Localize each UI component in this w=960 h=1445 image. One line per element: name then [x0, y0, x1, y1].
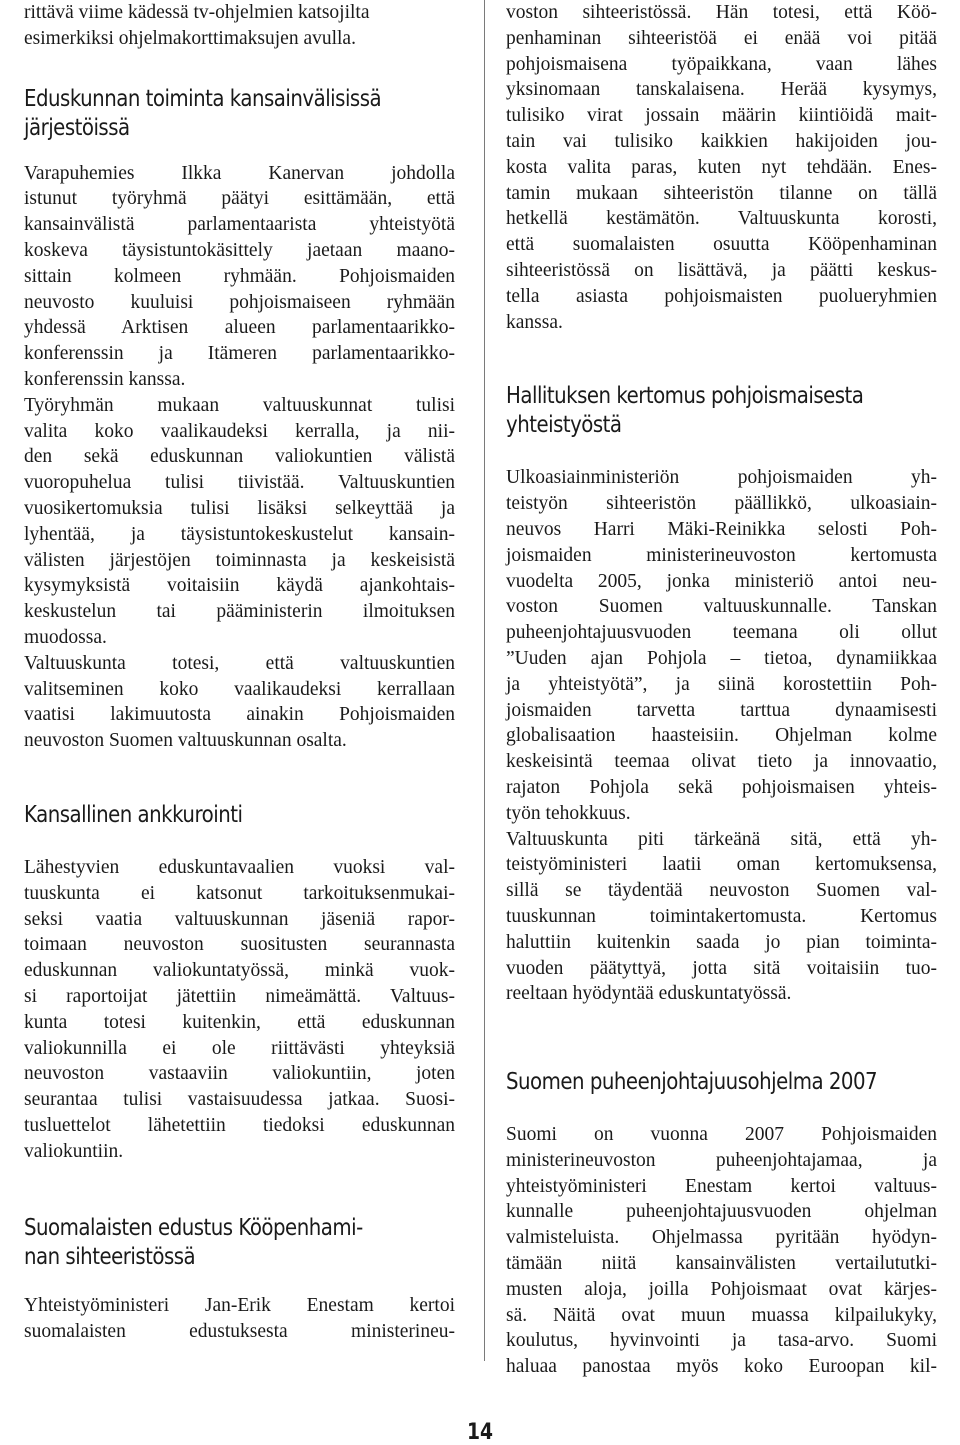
- text-line: ”Uuden ajan Pohjola – tietoa, dynamiikkaa: [506, 647, 937, 669]
- heading-line: järjestöissä: [24, 114, 130, 141]
- text-line: tusluettelot lähetettiin tiedoksi eduskunnan: [24, 1114, 455, 1136]
- text-line: työn tehokkuus.: [506, 802, 631, 824]
- heading-line: Hallituksen kertomus pohjoismaisesta: [506, 383, 864, 410]
- text-line: Valtuuskunta piti tärkeänä sitä, että yh-: [506, 828, 937, 850]
- text-line: valmisteluista. Ohjelmassa pyritään hyödyn-: [506, 1227, 937, 1249]
- text-line: joismaiden ministerineuvoston kertomusta: [506, 544, 937, 566]
- text-line: Yhteistyöministeri Jan-Erik Enestam kertoi: [24, 1295, 455, 1317]
- text-line: teistyön sihteeristön päällikkö, ulkoasiain-: [506, 493, 937, 515]
- section-hallituksen-kertomus-text: [506, 465, 937, 1007]
- text-line: sihteeristössä on lisättävä, ja päätti keskus-: [506, 259, 937, 281]
- text-line: toimaan neuvoston suositusten seurannasta: [24, 934, 455, 956]
- text-line: neuvoston vastaaviin valiokuntiin, joten: [24, 1063, 455, 1085]
- text-line: rittävä viime kädessä tv-ohjelmien katsojilta: [24, 2, 370, 23]
- text-line: kunnalle puheenjohtajuusvuoden ohjelman: [506, 1201, 937, 1223]
- text-line: ja yhteistyötä”, ja siinä korostettiin Poh-: [506, 673, 937, 695]
- text-line: penhaminan sihteeristöä ei enää voi pitää: [506, 27, 937, 49]
- left-intro-text: [24, 0, 455, 52]
- heading-puheenjohtajuusohjelma: [506, 1068, 937, 1097]
- text-line: yhdessä Arktisen alueen parlamentaarikko-: [24, 317, 455, 339]
- text-line: Suomi on vuonna 2007 Pohjoismaiden: [506, 1124, 937, 1146]
- text-line: neuvosto kuuluisi pohjoismaiseen ryhmään: [24, 291, 455, 313]
- heading-line: Suomen puheenjohtajuusohjelma 2007: [506, 1069, 878, 1096]
- text-line: yksinomaan tanskalaisena. Herää kysymys,: [506, 79, 937, 101]
- heading-kansallinen-ankkurointi: [24, 801, 455, 830]
- text-line: tamin mukaan sihteeristön tilanne on tällä: [506, 182, 937, 204]
- text-line: tulisiko virat jossain määrin kiintiöidä mait-: [506, 105, 937, 127]
- text-line: kansainvälistä parlamentaarista yhteistyötä: [24, 214, 455, 236]
- text-line: haluttiin kuitenkin saada jo pian toiminta-: [506, 931, 937, 953]
- text-line: teistyöministeri laatii oman kertomuksensa,: [506, 854, 937, 876]
- section-kansallinen-ankkurointi-text: [24, 855, 455, 1165]
- text-line: keskustelun tai pääministerin ilmoituksen: [24, 601, 455, 623]
- text-line: Lähestyvien eduskuntavaalien vuoksi val-: [24, 856, 455, 878]
- text-line: musten aloja, joilla Pohjoismaat ovat kärjes-: [506, 1278, 937, 1300]
- text-line: seurantaa tulisi vastaisuudessa jatkaa. Suosi-: [24, 1089, 455, 1111]
- text-line: neuvos Harri Mäki-Reinikka selosti Poh-: [506, 518, 937, 540]
- heading-suomalaisten-edustus: [24, 1214, 455, 1272]
- text-line: Varapuhemies Ilkka Kanervan johdolla: [24, 162, 455, 184]
- text-line: Valtuuskunta totesi, että valtuuskuntien: [24, 652, 455, 674]
- left-column: [24, 0, 455, 1345]
- section-puheenjohtajuusohjelma-text: [506, 1122, 937, 1380]
- text-line: sä. Näitä ovat muun muassa kilpailukyky,: [506, 1304, 937, 1326]
- text-line: voston sihteeristössä. Hän totesi, että Köö-: [506, 2, 937, 23]
- heading-line: yhteistyöstä: [506, 412, 622, 439]
- text-line: Työryhmän mukaan valtuuskunnat tulisi: [24, 394, 455, 416]
- right-column: [506, 0, 937, 1380]
- text-line: neuvoston Suomen valtuuskunnan osalta.: [24, 730, 347, 752]
- text-line: yhteistyöministeri Enestam kertoi valtuus-: [506, 1175, 937, 1197]
- text-line: rajaton Pohjola sekä pohjoismaisen yhteis-: [506, 776, 937, 798]
- text-line: valita koko vaalikaudeksi kerralla, ja nii-: [24, 420, 455, 442]
- text-line: esimerkiksi ohjelmakorttimaksujen avulla.: [24, 27, 356, 49]
- text-line: valiokunnilla ei ole riittävästi yhteyksiä: [24, 1037, 455, 1059]
- text-line: si raportoijat jätettiin nimeämättä. Valtuus-: [24, 985, 455, 1007]
- heading-line: Kansallinen ankkurointi: [24, 801, 243, 828]
- text-line: hetkellä kestämätön. Valtuuskunta korosti,: [506, 208, 937, 230]
- right-intro-text: [506, 0, 937, 335]
- text-line: kosta valita paras, kuten nyt tehdään. Enes-: [506, 156, 937, 178]
- text-line: keskeisintä teemaa olivat tieto ja innovaatio,: [506, 751, 937, 773]
- column-rule: [484, 0, 485, 1361]
- text-line: suomalaisten edustuksesta ministerineu-: [24, 1321, 455, 1343]
- text-line: lyhentää, ja täysistuntokeskustelut kansain-: [24, 523, 455, 545]
- text-line: ministerineuvoston puheenjohtajamaa, ja: [506, 1149, 937, 1171]
- text-line: vaatisi lakimuutosta ainakin Pohjoismaiden: [24, 704, 455, 726]
- text-line: muodossa.: [24, 626, 107, 648]
- text-line: kysymyksistä voitaisiin käydä ajankohtais-: [24, 575, 455, 597]
- text-line: koskeva täysistuntokäsittely jaetaan maano-: [24, 239, 455, 261]
- text-line: eduskunnan valiokuntatyössä, minkä vuok-: [24, 960, 455, 982]
- heading-line: Eduskunnan toiminta kansainvälisissä: [24, 85, 382, 112]
- text-line: globalisaation haasteisiin. Ohjelman kolme: [506, 725, 937, 747]
- text-line: tuuskunta ei katsonut tarkoituksenmukai-: [24, 882, 455, 904]
- text-line: tella asiasta pohjoismaisten puolueryhmien: [506, 285, 937, 307]
- text-line: sillä se täydentää neuvoston Suomen val-: [506, 880, 937, 902]
- text-line: puheenjohtajuusvuoden teemana oli ollut: [506, 622, 937, 644]
- text-line: tuuskunnan toimintakertomusta. Kertomus: [506, 905, 937, 927]
- text-line: valitseminen koko vaalikaudeksi kerrallaan: [24, 678, 455, 700]
- text-line: vuosikertomuksia tulisi lisäksi selkeyttää ja: [24, 497, 455, 519]
- text-line: kanssa.: [506, 311, 563, 333]
- text-line: joismaiden tarvetta tarttua dynaamisesti: [506, 699, 937, 721]
- text-line: den sekä eduskunnan valiokuntien välistä: [24, 446, 455, 468]
- text-line: konferenssin kanssa.: [24, 368, 186, 390]
- text-line: tain vai tulisiko kaikkien hakijoiden jou-: [506, 130, 937, 152]
- text-line: seksi vaatia valtuuskunnan jäseniä rapor-: [24, 908, 455, 930]
- section-eduskunnan-toiminta-text: [24, 161, 455, 754]
- text-line: pohjoismaisena työpaikkana, vaan lähes: [506, 53, 937, 75]
- text-line: vuoropuhelua tulisi tiivistää. Valtuuskuntien: [24, 472, 455, 494]
- heading-line: Suomalaisten edustus Kööpenhami-: [24, 1215, 363, 1242]
- text-line: välisten järjestöjen toiminnasta ja keskeisistä: [24, 549, 455, 571]
- heading-hallituksen-kertomus: [506, 382, 937, 440]
- text-line: koulutus, hyvinvointi ja tasa-arvo. Suomi: [506, 1330, 937, 1352]
- text-line: istunut työryhmä päätyi esittämään, että: [24, 188, 455, 210]
- heading-line: nan sihteeristössä: [24, 1244, 196, 1271]
- text-line: sittain kolmeen ryhmään. Pohjoismaiden: [24, 265, 455, 287]
- text-line: Ulkoasiainministeriön pohjoismaiden yh-: [506, 467, 937, 489]
- section-suomalaisten-edustus-text: [24, 1293, 455, 1345]
- text-line: voston Suomen valtuuskunnalle. Tanskan: [506, 596, 937, 618]
- text-line: reeltaan hyödyntää eduskuntatyössä.: [506, 983, 792, 1005]
- text-line: valiokuntiin.: [24, 1140, 124, 1162]
- text-line: konferenssin ja Itämeren parlamentaarikko-: [24, 343, 455, 365]
- text-line: kunta totesi kuitenkin, että eduskunnan: [24, 1011, 455, 1033]
- text-line: haluaa panostaa myös koko Euroopan kil-: [506, 1356, 937, 1378]
- page-number: 14: [466, 1420, 494, 1445]
- text-line: että suomalaisten osuutta Kööpenhaminan: [506, 234, 937, 256]
- text-line: vuoden päätyttyä, jotta sitä voitaisiin tuo-: [506, 957, 937, 979]
- text-line: tämään niitä kansainvälisten vertailututki-: [506, 1253, 937, 1275]
- text-line: vuodelta 2005, jonka ministeriö antoi neu-: [506, 570, 937, 592]
- heading-eduskunnan-toiminta: [24, 85, 455, 143]
